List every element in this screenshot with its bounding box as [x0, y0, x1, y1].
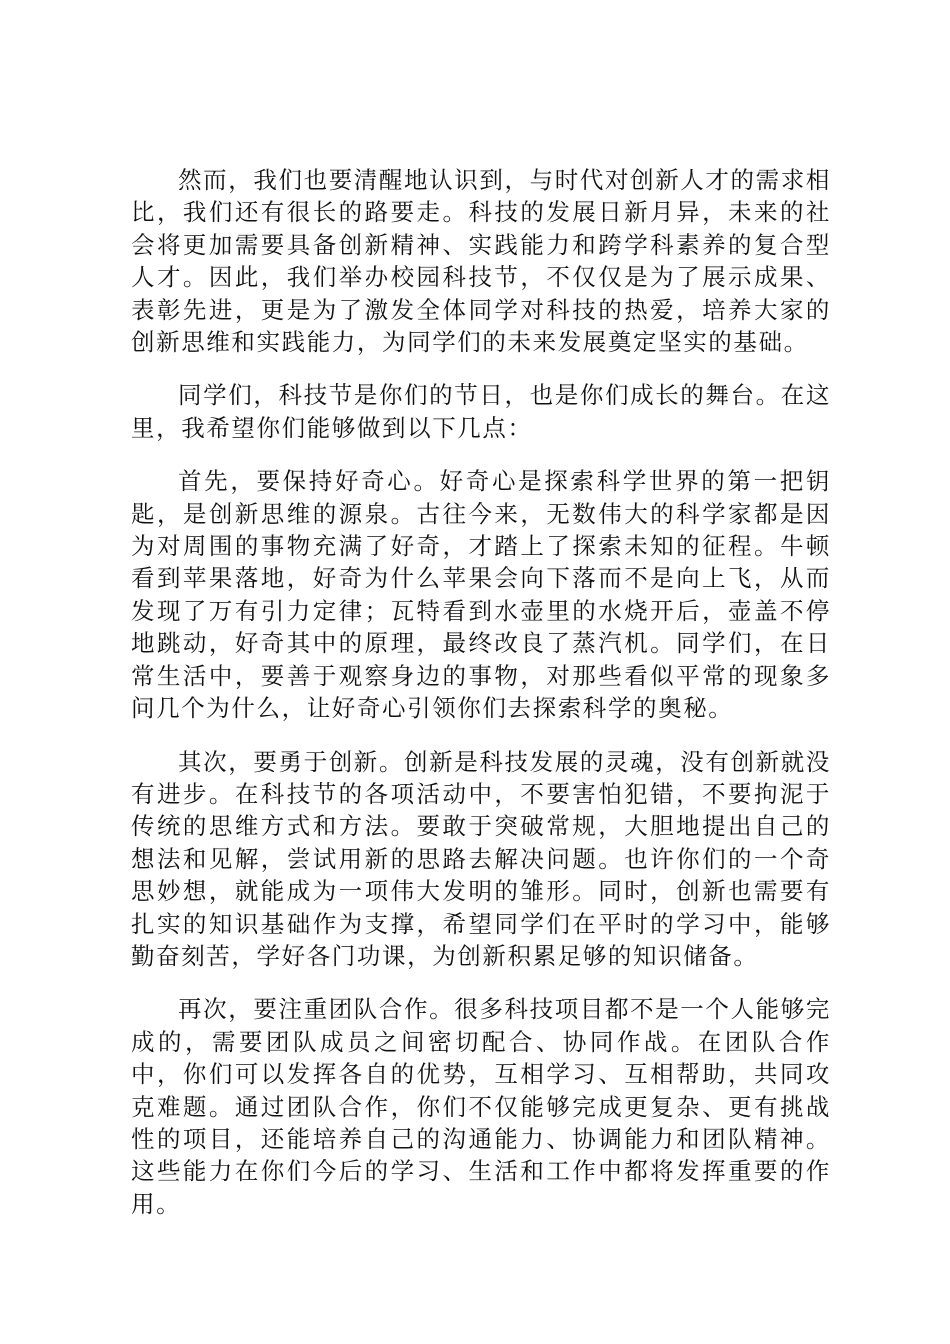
paragraph-2: 同学们，科技节是你们的节日，也是你们成长的舞台。在这里，我希望你们能够做到以下几点：: [131, 381, 831, 442]
paragraph-3: 首先，要保持好奇心。好奇心是探索科学世界的第一把钥匙，是创新思维的源泉。古往今来，无数伟大的科学家都是因为对周围的事物充满了好奇，才踏上了探索未知的征程。牛顿看到苹果落地，好奇为什么苹果会向下落而不是向上飞，从而发现了万有引力定律；瓦特看到水壶里的水烧开后，壶盖不停地跳动，好奇其中的原理，最终改良了蒸汽机。同学们，在日常生活中，要善于观察身边的事物，对那些看似平常的现象多问几个为什么，让好奇心引领你们去探索科学的奥秘。: [131, 467, 831, 723]
paragraph-1: 然而，我们也要清醒地认识到，与时代对创新人才的需求相比，我们还有很长的路要走。科技的发展日新月异，未来的社会将更加需要具备创新精神、实践能力和跨学科素养的复合型人才。因此，我们举办校园科技节，不仅仅是为了展示成果、表彰先进，更是为了激发全体同学对科技的热爱，培养大家的创新思维和实践能力，为同学们的未来发展奠定坚实的基础。: [131, 166, 831, 357]
paragraph-4: 其次，要勇于创新。创新是科技发展的灵魂，没有创新就没有进步。在科技节的各项活动中，不要害怕犯错，不要拘泥于传统的思维方式和方法。要敢于突破常规，大胆地提出自己的想法和见解，尝试用新的思路去解决问题。也许你们的一个奇思妙想，就能成为一项伟大发明的雏形。同时，创新也需要有扎实的知识基础作为支撑，希望同学们在平时的学习中，能够勤奋刻苦，学好各门功课，为创新积累足够的知识储备。: [131, 747, 831, 970]
paragraph-5: 再次，要注重团队合作。很多科技项目都不是一个人能够完成的，需要团队成员之间密切配合、协同作战。在团队合作中，你们可以发挥各自的优势，互相学习、互相帮助，共同攻克难题。通过团队合作，你们不仅能够完成更复杂、更有挑战性的项目，还能培养自己的沟通能力、协调能力和团队精神。这些能力在你们今后的学习、生活和工作中都将发挥重要的作用。: [131, 995, 831, 1218]
document-body: [131, 164, 831, 1241]
